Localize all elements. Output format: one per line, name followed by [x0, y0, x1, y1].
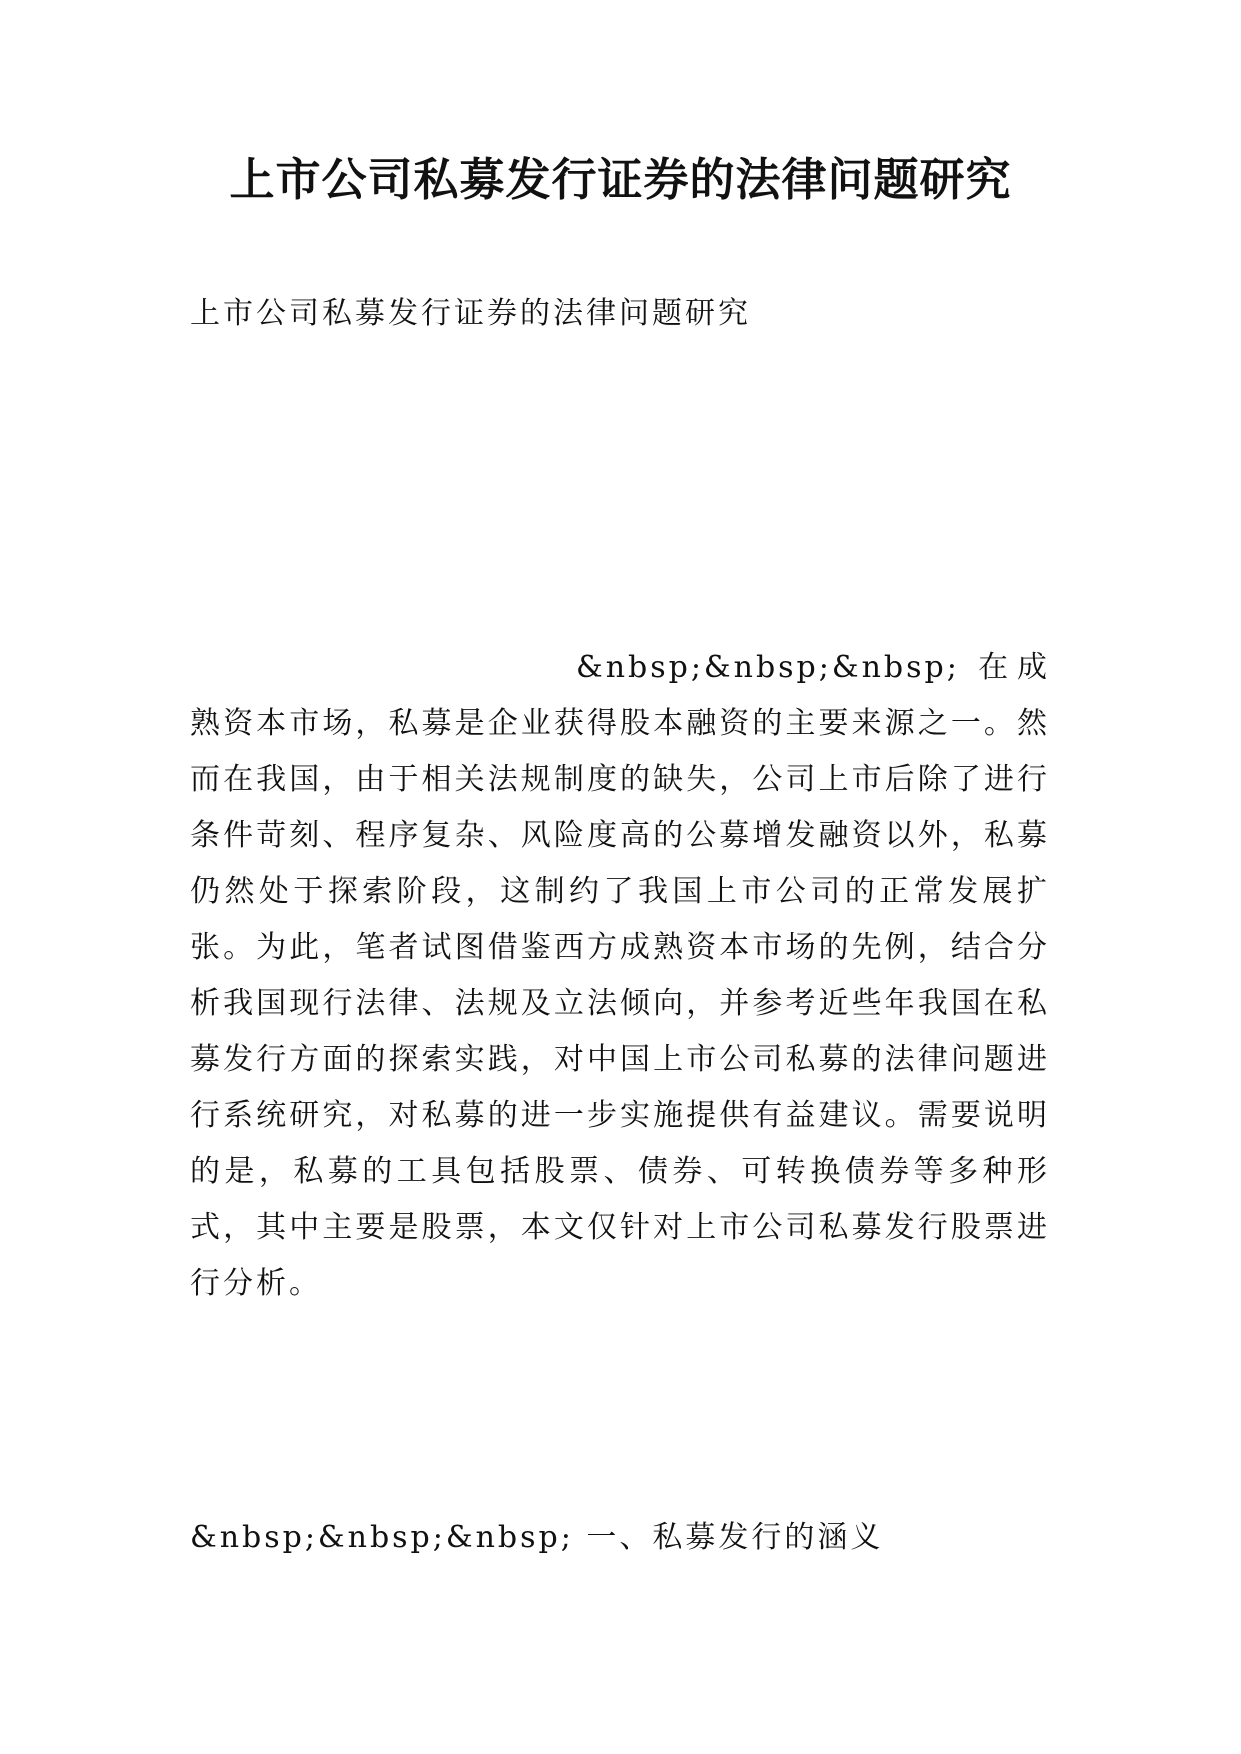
- section-heading: &nbsp;&nbsp;&nbsp; 一、私募发行的涵义: [190, 1520, 884, 1555]
- document-subtitle: 上市公司私募发行证券的法律问题研究: [190, 296, 751, 331]
- intro-paragraph: &nbsp;&nbsp;&nbsp; 在成熟资本市场，私募是企业获得股本融资的主要来源之一。然而在我国，由于相关法规制度的缺失，公司上市后除了进行条件苛刻、程序复杂、风险度高的公募增发融资以外，私募仍然处于探索阶段，这制约了我国上市公司的正常发展扩张。为此，笔者试图借鉴西方成熟资本市场的先例，结合分析我国现行法律、法规及立法倾向，并参考近些年我国在私募发行方面的探索实践，对中国上市公司私募的法律问题进行系统研究，对私募的进一步实施提供有益建议。需要说明的是，私募的工具包括股票、债券、可转换债券等多种形式，其中主要是股票，本文仅针对上市公司私募发行股票进行分析。: [190, 650, 1050, 1301]
- document-title: 上市公司私募发行证券的法律问题研究: [229, 153, 1012, 206]
